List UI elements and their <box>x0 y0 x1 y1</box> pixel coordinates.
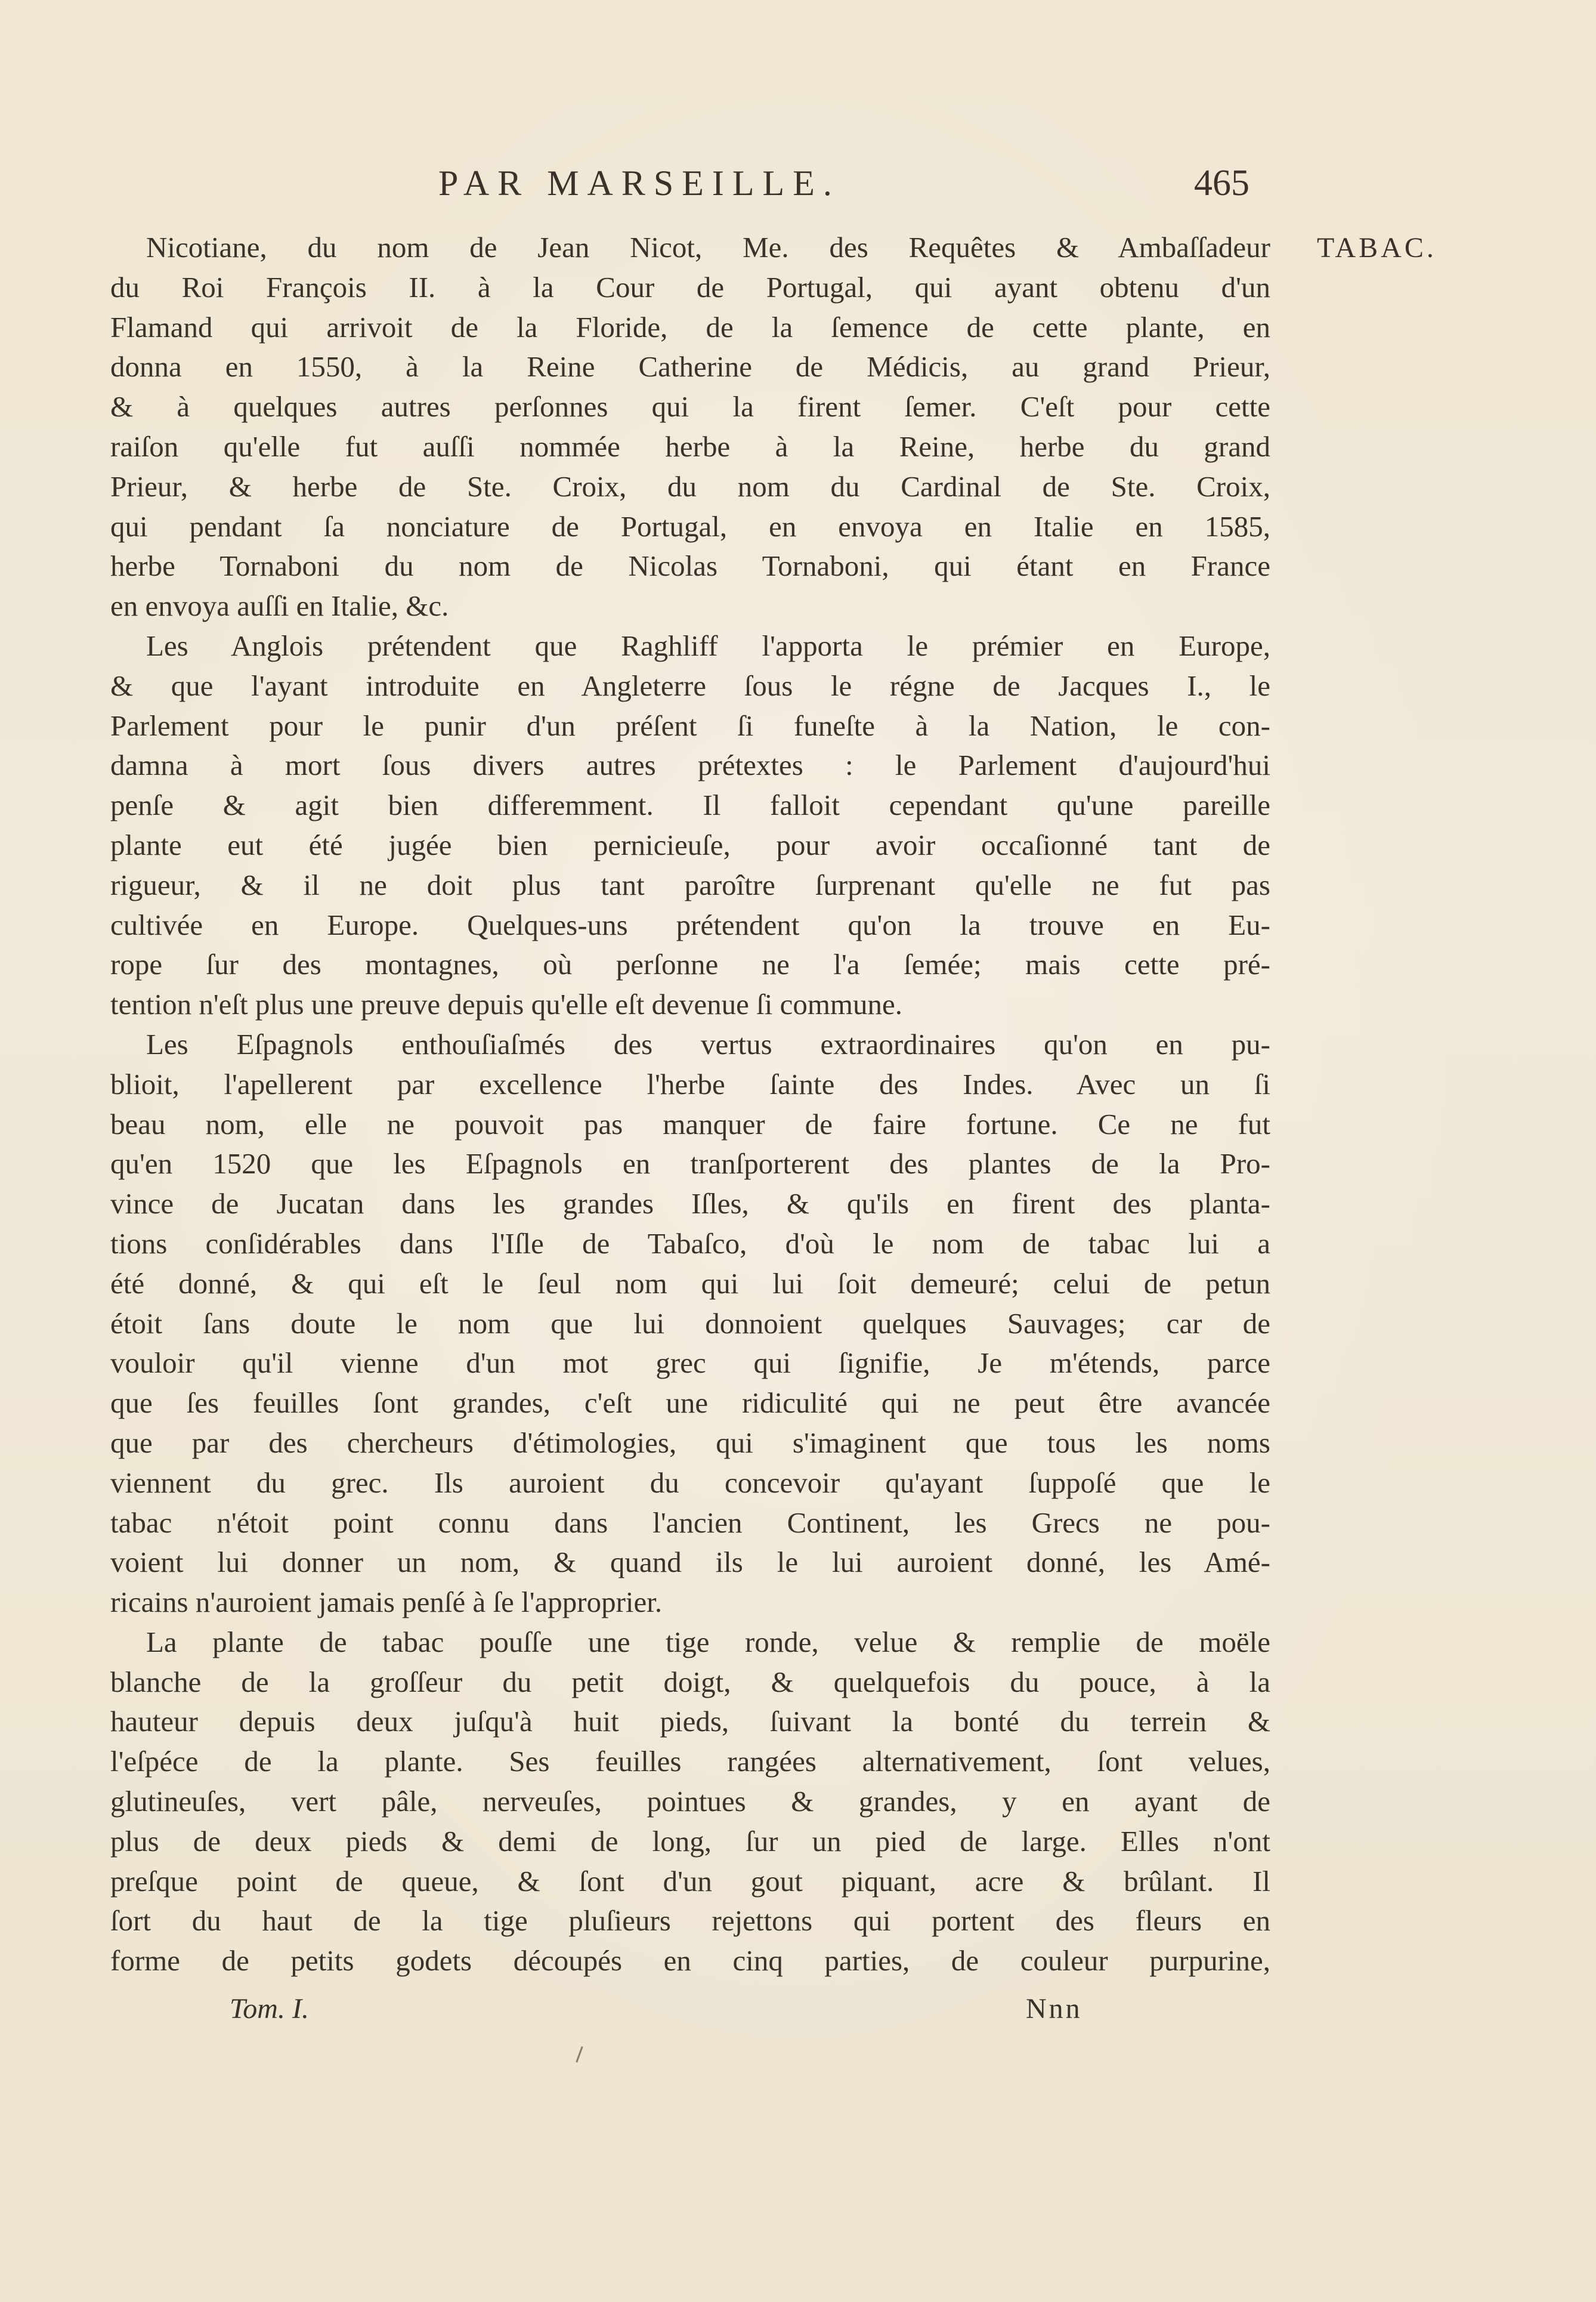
body-text <box>110 228 1270 1981</box>
text-line: La plante de tabac pouſſe une tige ronde, velue & remplie de moële <box>146 1625 1270 1658</box>
text-line: & à quelques autres perſonnes qui la firent ſemer. C'eſt pour cette <box>110 390 1270 424</box>
text-line: étoit ſans doute le nom que lui donnoient quelques Sauvages; car de <box>110 1306 1270 1340</box>
text-line: ricains n'auroient jamais penſé à ſe l'approprier. <box>110 1586 663 1619</box>
text-line: hauteur depuis deux juſqu'à huit pieds, ſuivant la bonté du terrein & <box>110 1705 1270 1738</box>
text-line: que ſes feuilles ſont grandes, c'eſt une ridiculité qui ne peut être avancée <box>110 1386 1270 1420</box>
volume-mark: Tom. I. <box>230 1993 309 2025</box>
text-line: cultivée en Europe. Quelques-uns prétendent qu'on la trouve en Eu- <box>110 908 1270 941</box>
text-line: & que l'ayant introduite en Angleterre ſous le régne de Jacques I., le <box>110 669 1270 702</box>
margin-note: TABAC. <box>1317 232 1437 264</box>
text-line: rope ſur des montagnes, où perſonne ne l'a ſemée; mais cette pré- <box>110 948 1270 981</box>
text-line: tions conſidérables dans l'Iſle de Tabaſco, d'où le nom de tabac lui a <box>110 1226 1270 1260</box>
text-line: blioit, l'apellerent par excellence l'herbe ſainte des Indes. Avec un ſi <box>110 1067 1270 1101</box>
running-head: PAR MARSEILLE. <box>438 163 840 203</box>
text-line: l'eſpéce de la plante. Ses feuilles rangées alternativement, ſont velues, <box>110 1745 1270 1778</box>
page-header <box>438 162 1249 216</box>
text-line: forme de petits godets découpés en cinq parties, de couleur purpurine, <box>110 1944 1270 1977</box>
text-line: plante eut été jugée bien pernicieuſe, pour avoir occaſionné tant de <box>110 828 1270 861</box>
text-line: qu'en 1520 que les Eſpagnols en tranſporterent des plantes de la Pro- <box>110 1147 1270 1181</box>
text-line: en envoya auſſi en Italie, &c. <box>110 589 449 623</box>
text-line: vince de Jucatan dans les grandes Iſles, & qu'ils en firent des planta- <box>110 1187 1270 1220</box>
text-line: Parlement pour le punir d'un préſent ſi funeſte à la Nation, le con- <box>110 709 1270 742</box>
text-line: du Roi François II. à la Cour de Portugal, qui ayant obtenu d'un <box>110 270 1270 304</box>
text-line: que par des chercheurs d'étimologies, qui s'imaginent que tous les noms <box>110 1426 1270 1459</box>
signature-mark: Nnn <box>1026 1993 1082 2025</box>
text-line: Nicotiane, du nom de Jean Nicot, Me. des Requêtes & Ambaſſadeur <box>146 231 1270 264</box>
text-line: qui pendant ſa nonciature de Portugal, en envoya en Italie en 1585, <box>110 509 1270 543</box>
text-line: tabac n'étoit point connu dans l'ancien Continent, les Grecs ne pou- <box>110 1506 1270 1539</box>
text-line: donna en 1550, à la Reine Catherine de Médicis, au grand Prieur, <box>110 350 1270 384</box>
text-line: viennent du grec. Ils auroient du concevoir qu'ayant ſuppoſé que le <box>110 1466 1270 1499</box>
text-line: été donné, & qui eſt le ſeul nom qui lui ſoit demeuré; celui de petun <box>110 1266 1270 1300</box>
text-line: ſort du haut de la tige pluſieurs rejettons qui portent des fleurs en <box>110 1904 1270 1938</box>
text-line: penſe & agit bien differemment. Il falloit cependant qu'une pareille <box>110 789 1270 822</box>
text-line: beau nom, elle ne pouvoit pas manquer de faire fortune. Ce ne fut <box>110 1107 1270 1141</box>
text-line: tention n'eſt plus une preuve depuis qu'elle eſt devenue ſi commune. <box>110 988 903 1021</box>
text-line: Flamand qui arrivoit de la Floride, de la ſemence de cette plante, en <box>110 310 1270 344</box>
text-line: Les Eſpagnols enthouſiaſmés des vertus extraordinaires qu'on en pu- <box>146 1027 1270 1061</box>
ink-speck <box>576 2046 583 2062</box>
text-line: glutineuſes, vert pâle, nerveuſes, pointues & grandes, y en ayant de <box>110 1785 1270 1818</box>
page-number: 465 <box>1194 163 1249 203</box>
text-line: Prieur, & herbe de Ste. Croix, du nom du Cardinal de Ste. Croix, <box>110 469 1270 503</box>
text-line: voient lui donner un nom, & quand ils le lui auroient donné, les Amé- <box>110 1546 1270 1579</box>
text-line: herbe Tornaboni du nom de Nicolas Tornaboni, qui étant en France <box>110 549 1270 583</box>
text-line: damna à mort ſous divers autres prétextes : le Parlement d'aujourd'hui <box>110 749 1270 782</box>
text-line: plus de deux pieds & demi de long, ſur un pied de large. Elles n'ont <box>110 1824 1270 1858</box>
text-line: raiſon qu'elle fut auſſi nommée herbe à la Reine, herbe du grand <box>110 429 1270 463</box>
text-line: blanche de la groſſeur du petit doigt, & quelquefois du pouce, à la <box>110 1665 1270 1698</box>
text-line: vouloir qu'il vienne d'un mot grec qui ſignifie, Je m'étends, parce <box>110 1346 1270 1380</box>
text-line: preſque point de queue, & ſont d'un gout piquant, acre & brûlant. Il <box>110 1864 1270 1898</box>
text-line: Les Anglois prétendent que Raghliff l'apporta le prémier en Europe, <box>146 629 1270 662</box>
text-line: rigueur, & il ne doit plus tant paroître ſurprenant qu'elle ne fut pas <box>110 868 1270 901</box>
